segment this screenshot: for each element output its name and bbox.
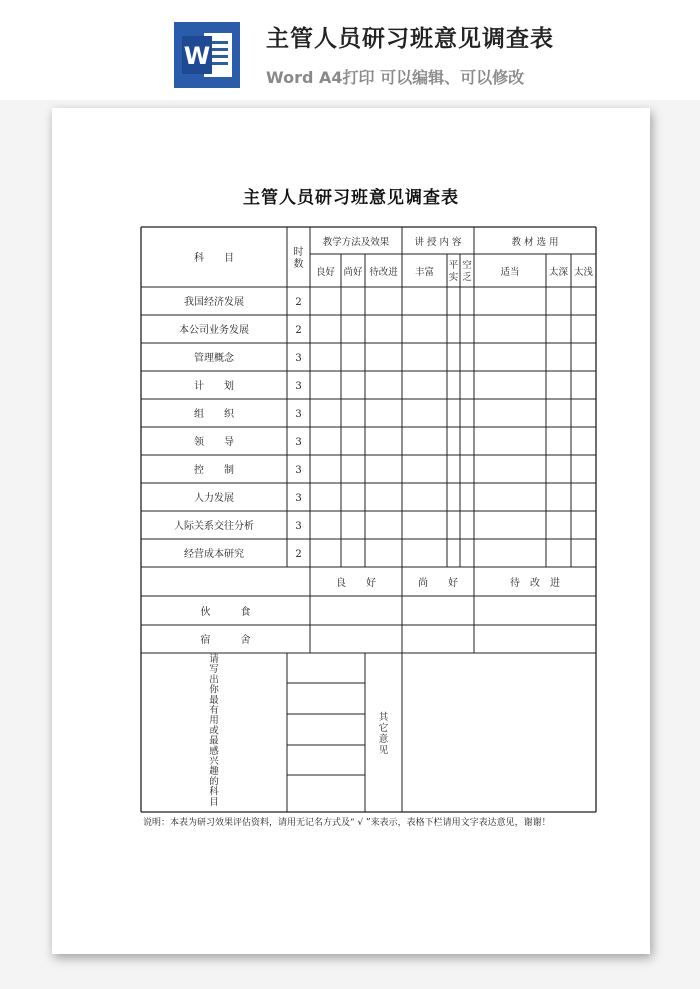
method-good-header: 良好 (315, 267, 336, 278)
row-hours: 2 (295, 297, 302, 308)
row-subject: 我国经济发展 (184, 297, 244, 308)
interest-subject-label: 出 (209, 674, 219, 686)
row-hours: 3 (295, 437, 302, 448)
food-label: 伙 食 (200, 607, 251, 618)
interest-subject-label: 请 (209, 654, 219, 665)
hours-header: 时 (293, 247, 304, 258)
materials-shallow-header: 太浅 (573, 267, 594, 278)
content-empty-header: 空 (462, 260, 472, 271)
row-subject: 经营成本研究 (184, 549, 244, 560)
content-empty-header: 乏 (462, 272, 472, 283)
interest-subject-label: 写 (209, 664, 219, 676)
materials-header: 教 材 选 用 (511, 237, 559, 248)
document-title: 主管人员研习班意见调查表 (243, 188, 459, 208)
dorm-label: 宿 舍 (200, 635, 251, 646)
interest-subject-label: 或 (209, 725, 219, 737)
content-header: 讲 授 内 容 (414, 237, 462, 248)
footnote: 说明：本表为研习效果评估资料，请用无记名方式及“ √ ”来表示，表格下栏请用文字表达意见，谢谢！ (143, 818, 551, 828)
row-subject: 人际关系交往分析 (174, 521, 254, 532)
interest-subject-label: 感 (209, 745, 219, 757)
subject-header: 科 目 (194, 253, 234, 264)
interest-subject-label: 目 (209, 796, 219, 808)
row-subject: 计 划 (194, 381, 234, 392)
interest-subject-label: 你 (209, 684, 219, 696)
content-plain-header: 实 (448, 272, 459, 283)
method-improve-header: 待改进 (369, 267, 398, 278)
row-hours: 3 (295, 521, 302, 532)
row-subject: 组 织 (194, 409, 234, 420)
materials-deep-header: 太深 (548, 267, 569, 278)
interest-subject-label: 最 (209, 735, 219, 747)
method-header: 教学方法及效果 (322, 237, 390, 248)
interest-subject-label: 科 (209, 786, 219, 798)
rating-improve: 待 改 进 (510, 578, 560, 589)
row-hours: 3 (295, 409, 302, 420)
row-subject: 领 导 (194, 437, 234, 448)
interest-subject-label: 的 (209, 776, 219, 788)
other-opinion-label: 它 (378, 723, 389, 734)
method-fair-header: 尚好 (343, 267, 363, 278)
row-hours: 3 (295, 465, 302, 476)
svg-text:W: W (183, 42, 211, 70)
banner-subtitle: Word A4打印 可以编辑、可以修改 (266, 68, 525, 87)
content-plain-header: 平 (448, 260, 459, 271)
row-hours: 2 (295, 549, 302, 560)
row-subject: 控 制 (194, 465, 234, 476)
row-subject: 人力发展 (194, 493, 234, 504)
rating-good: 良 好 (336, 578, 376, 589)
hours-header: 数 (293, 259, 304, 270)
banner-title: 主管人员研习班意见调查表 (266, 26, 554, 52)
row-hours: 3 (295, 493, 302, 504)
row-subject: 管理概念 (194, 353, 234, 364)
interest-subject-label: 最 (209, 694, 219, 706)
interest-subject-label: 用 (209, 715, 219, 727)
other-opinion-label: 见 (378, 745, 389, 756)
interest-subject-label: 有 (209, 705, 219, 716)
materials-proper-header: 适当 (500, 267, 520, 278)
other-opinion-label: 意 (378, 734, 389, 745)
interest-subject-label: 兴 (209, 756, 219, 767)
content-rich-header: 丰富 (414, 267, 435, 278)
row-hours: 3 (295, 381, 302, 392)
row-hours: 2 (295, 325, 302, 336)
row-subject: 本公司业务发展 (179, 325, 249, 336)
other-opinion-label: 其 (378, 712, 389, 723)
row-hours: 3 (295, 353, 302, 364)
interest-subject-label: 趣 (209, 766, 219, 778)
rating-fair: 尚 好 (418, 578, 458, 589)
